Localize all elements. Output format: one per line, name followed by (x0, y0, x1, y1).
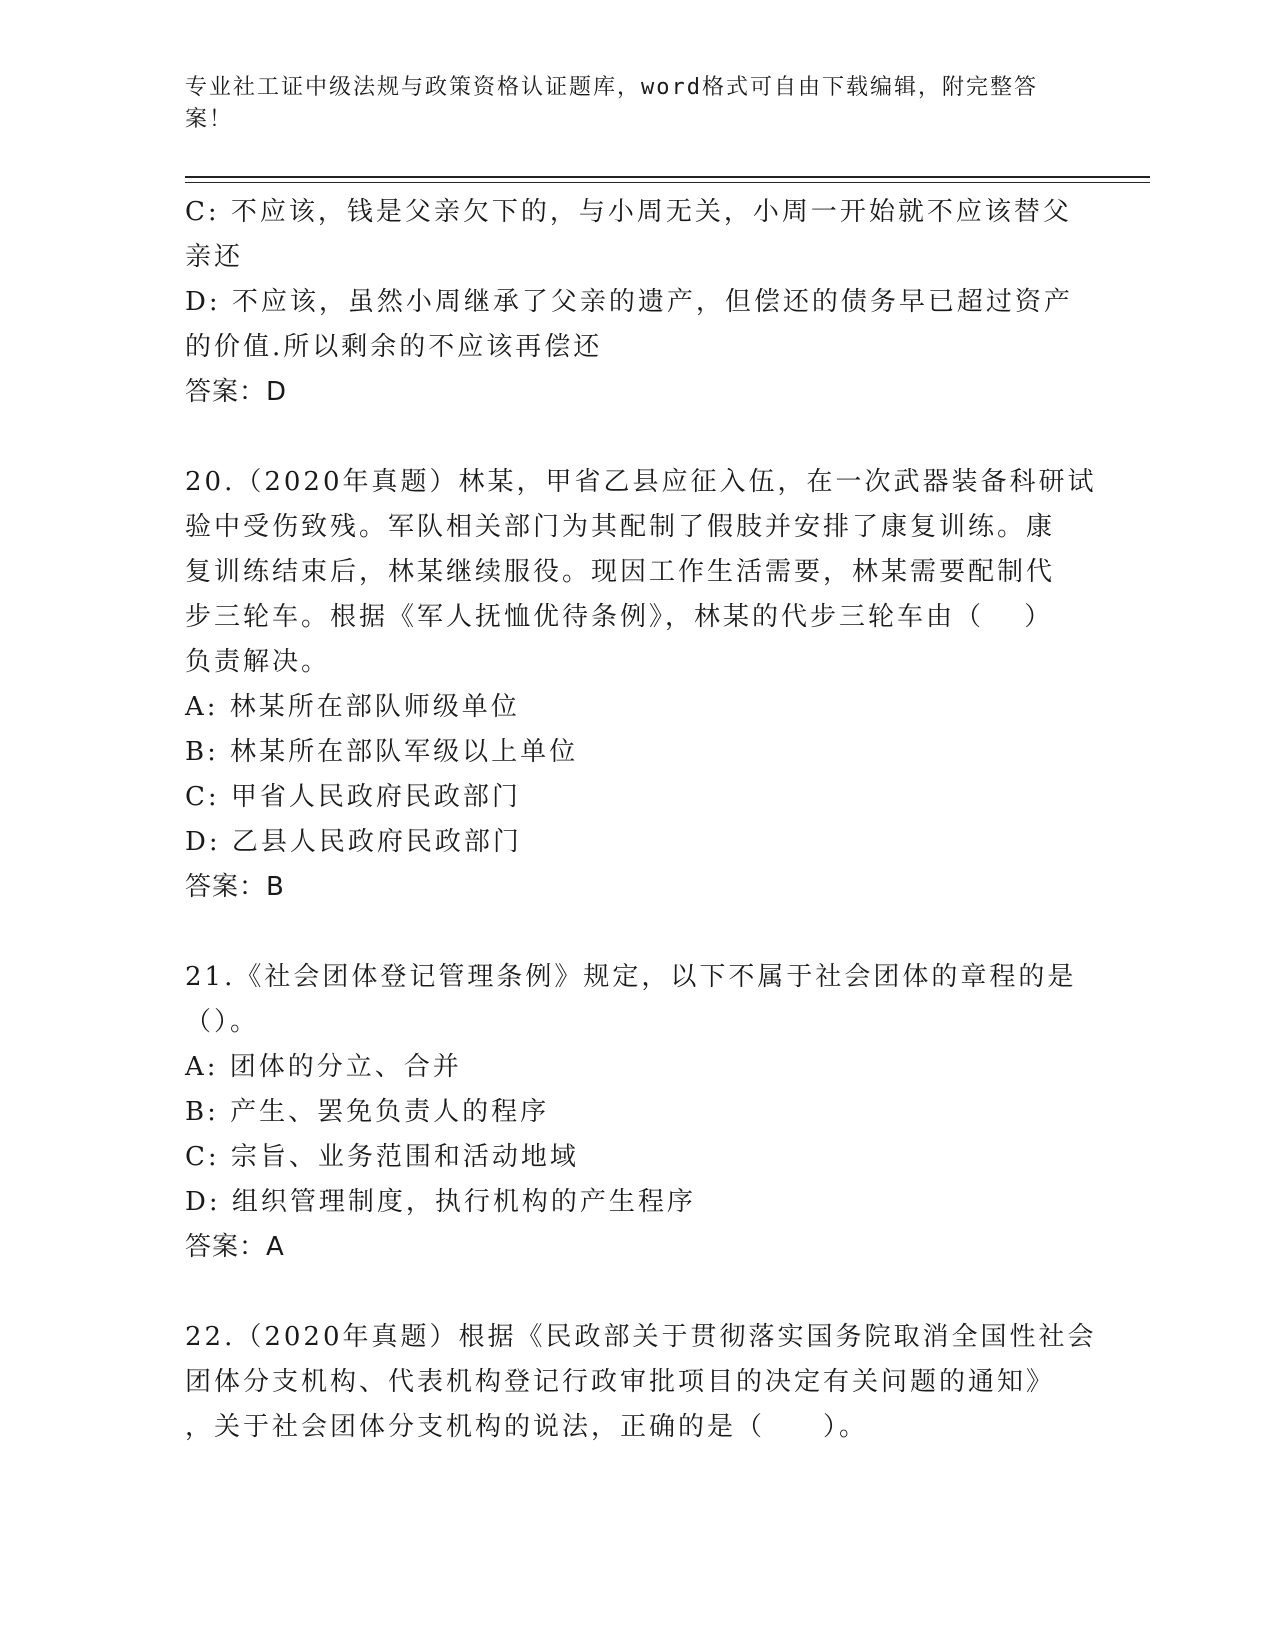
question-22 (185, 1315, 1097, 1450)
header-line-1: 专业社工证中级法规与政策资格认证题库，word格式可自由下载编辑，附完整答 (185, 75, 1038, 100)
header-rule-thin (185, 182, 1150, 183)
question-22-line-2: 团体分支机构、代表机构登记行政审批项目的决定有关问题的通知》 (185, 1367, 1056, 1397)
document-body (185, 190, 1097, 1450)
question-20-line-5: 负责解决。 (185, 647, 331, 677)
spacer (185, 415, 1075, 460)
option-c: C: 宗旨、业务范围和活动地域 (185, 1142, 579, 1172)
option-a: A: 林某所在部队师级单位 (185, 692, 520, 722)
page-header (185, 72, 1065, 136)
answer-20: 答案：B (185, 872, 285, 902)
question-19-tail (185, 190, 1075, 415)
question-20-line-4: 步三轮车。根据《军人抚恤优待条例》，林某的代步三轮车由（ ） (185, 602, 1054, 632)
header-line-2: 案！ (185, 107, 234, 132)
option-d: D: 组织管理制度，执行机构的产生程序 (185, 1187, 696, 1217)
answer-21: 答案：A (185, 1232, 285, 1262)
option-c-line-2: 亲还 (185, 242, 244, 272)
answer-19: 答案：D (185, 377, 288, 407)
option-d-line-1: D: 不应该，虽然小周继承了父亲的遗产，但偿还的债务早已超过资产 (185, 287, 1073, 317)
option-d: D: 乙县人民政府民政部门 (185, 827, 522, 857)
question-21-line-1: 21.《社会团体登记管理条例》规定，以下不属于社会团体的章程的是 (185, 962, 1077, 992)
question-20 (185, 460, 1097, 910)
option-c-line-1: C: 不应该，钱是父亲欠下的，与小周无关，小周一开始就不应该替父 (185, 197, 1072, 227)
question-20-line-2: 验中受伤致残。军队相关部门为其配制了假肢并安排了康复训练。康 (185, 512, 1056, 542)
question-20-line-1: 20.（2020年真题）林某，甲省乙县应征入伍，在一次武器装备科研试 (185, 467, 1097, 497)
option-d-line-2: 的价值.所以剩余的不应该再偿还 (185, 332, 603, 362)
question-21 (185, 955, 1075, 1270)
spacer (185, 910, 1075, 955)
option-a: A: 团体的分立、合并 (185, 1052, 462, 1082)
spacer (185, 1270, 1075, 1315)
header-rule-thick (185, 176, 1150, 178)
question-22-line-3: ，关于社会团体分支机构的说法，正确的是（ ）。 (185, 1412, 869, 1442)
option-b: B: 产生、罢免负责人的程序 (185, 1097, 550, 1127)
question-20-line-3: 复训练结束后，林某继续服役。现因工作生活需要，林某需要配制代 (185, 557, 1056, 587)
question-21-line-2: （）。 (185, 1007, 260, 1037)
option-b: B: 林某所在部队军级以上单位 (185, 737, 579, 767)
option-c: C: 甲省人民政府民政部门 (185, 782, 521, 812)
question-22-line-1: 22.（2020年真题）根据《民政部关于贯彻落实国务院取消全国性社会 (185, 1322, 1097, 1352)
